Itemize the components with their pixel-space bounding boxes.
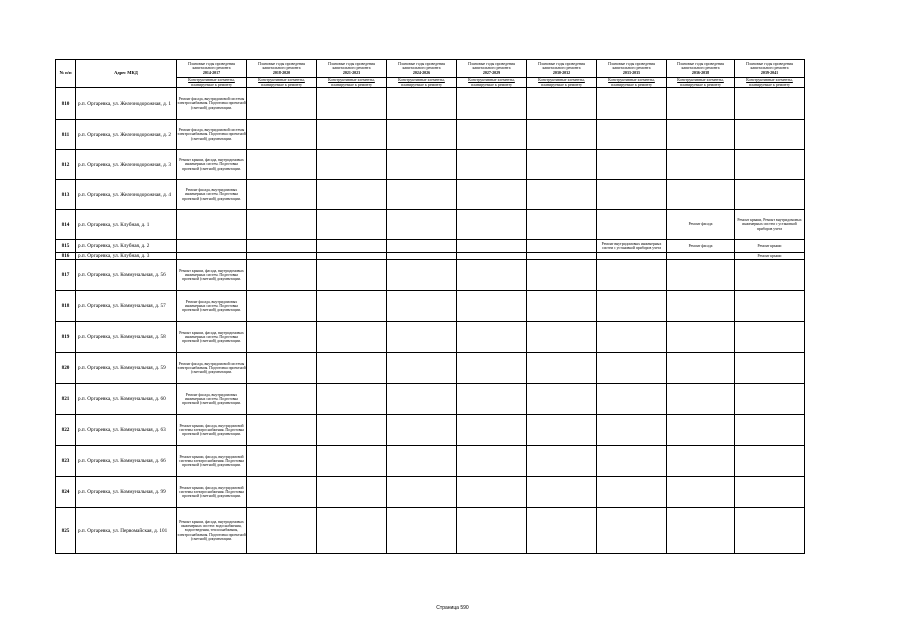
repair-cell [457,120,527,150]
repair-cell [247,477,317,508]
capital-repair-table [55,59,805,554]
period-header-line1: Плановые годы проведения [468,60,515,66]
repair-cell: Ремонт фасада [667,210,735,240]
repair-cell [387,384,457,415]
repair-cell [735,477,805,508]
repair-cell [387,477,457,508]
period-header [597,60,667,78]
repair-cell [457,322,527,353]
period-subheader: Конструктивные элементы, планируемые к ремонту [457,78,527,88]
repair-cell [597,253,667,260]
row-number: 815 [56,240,76,253]
repair-cell [387,353,457,384]
repair-cell [457,446,527,477]
repair-cell [597,291,667,322]
period-header-years: 2036-2038 [691,69,710,75]
row-number: 823 [56,446,76,477]
repair-cell [527,291,597,322]
repair-cell: Ремонт крыши, фасада, внутридомовых инженерных систем. Подготовка проектной (сметной) документации. [177,322,247,353]
repair-cell [597,150,667,180]
row-number: 819 [56,322,76,353]
row-address: р.п. Оргаревка, ул. Железнодорожная, д. 2 [76,120,177,150]
repair-cell [317,120,387,150]
repair-cell [667,253,735,260]
table-row [56,353,805,384]
repair-cell [247,508,317,554]
row-address: р.п. Оргаревка, ул. Коммунальная, д. 66 [76,446,177,477]
period-header [247,60,317,78]
repair-cell [317,353,387,384]
repair-cell [527,260,597,291]
period-header [317,60,387,78]
repair-cell [527,240,597,253]
repair-cell [247,446,317,477]
repair-cell [387,446,457,477]
repair-cell [457,384,527,415]
repair-cell: Ремонт крыши, Ремонт внутридомовых инженерных систем с установкой приборов учета [735,210,805,240]
repair-cell [247,253,317,260]
page-number: Страница 590 [436,605,469,611]
table-row [56,210,805,240]
repair-cell: Ремонт крыши, фасада, внутридомовой системы электроснабжения. Подготовка проектной (сметной) документации. [177,477,247,508]
row-address: р.п. Оргаревка, ул. Коммунальная, д. 57 [76,291,177,322]
row-address: р.п. Оргаревка, ул. Коммунальная, д. 60 [76,384,177,415]
row-address: р.п. Оргаревка, ул. Коммунальная, д. 58 [76,322,177,353]
repair-cell [387,180,457,210]
repair-cell [247,353,317,384]
period-subheader: Конструктивные элементы, планируемые к ремонту [387,78,457,88]
row-address: р.п. Оргаревка, ул. Коммунальная, д. 56 [76,260,177,291]
repair-cell [527,322,597,353]
table-row [56,446,805,477]
repair-cell [527,150,597,180]
repair-cell [527,508,597,554]
period-subheader: Конструктивные элементы, планируемые к ремонту [247,78,317,88]
repair-cell [597,88,667,120]
address-header: Адрес МКД [76,60,177,88]
row-number: 824 [56,477,76,508]
row-address: р.п. Оргаревка, ул. Коммунальная, д. 99 [76,477,177,508]
repair-cell [667,120,735,150]
repair-cell [247,240,317,253]
repair-cell [317,477,387,508]
repair-cell [247,322,317,353]
repair-cell [735,446,805,477]
repair-cell: Ремонт фасада, внутридомовой системы электроснабжения. Подготовка проектной (сметной) документации. [177,353,247,384]
table-head [56,60,805,88]
repair-cell [457,508,527,554]
repair-cell [527,210,597,240]
repair-cell [317,508,387,554]
repair-cell [597,260,667,291]
repair-cell [457,260,527,291]
repair-cell [667,353,735,384]
period-subheader: Конструктивные элементы, планируемые к ремонту [597,78,667,88]
row-number: 816 [56,253,76,260]
repair-cell: Ремонт крыши, фасада, внутридомовых инженерных систем. Подготовка проектной (сметной) документации. [177,260,247,291]
row-number: 822 [56,415,76,446]
row-number: 817 [56,260,76,291]
repair-cell [177,240,247,253]
repair-cell [597,353,667,384]
row-address: р.п. Оргаревка, ул. Клубная, д. 1 [76,210,177,240]
repair-cell [527,353,597,384]
repair-cell [317,150,387,180]
repair-cell [597,415,667,446]
repair-cell [387,415,457,446]
period-header-years: 2033-2035 [622,69,641,75]
repair-cell: Ремонт фасада, внутридомовой системы электроснабжения. Подготовка проектной (сметной) документации. [177,88,247,120]
repair-cell [387,240,457,253]
repair-cell [735,150,805,180]
table-row [56,508,805,554]
period-header-years: 2030-2032 [552,69,571,75]
period-header-line2: капитального ремонта [332,65,371,71]
row-number: 820 [56,353,76,384]
row-number: 812 [56,150,76,180]
repair-cell [247,150,317,180]
repair-cell [667,508,735,554]
table-row [56,120,805,150]
period-header-line1: Плановые годы проведения [328,60,375,66]
row-number: 811 [56,120,76,150]
repair-cell [317,260,387,291]
repair-cell [597,322,667,353]
period-header [667,60,735,78]
repair-cell [597,384,667,415]
period-header [387,60,457,78]
repair-cell [667,415,735,446]
period-header-years: 2027-2029 [482,69,501,75]
period-header-line1: Плановые годы проведения [188,60,235,66]
period-header-line2: капитального ремонта [262,65,301,71]
row-number: 821 [56,384,76,415]
repair-cell [177,210,247,240]
period-header [177,60,247,78]
row-number: 813 [56,180,76,210]
repair-cell: Ремонт крыши [735,240,805,253]
repair-cell [735,291,805,322]
period-header-years: 2014-2017 [202,69,221,75]
table-row [56,384,805,415]
repair-cell: Ремонт фасада, внутридомовой системы электроснабжения. Подготовка проектной (сметной) документации. [177,120,247,150]
repair-cell [387,508,457,554]
period-subheader: Конструктивные элементы, планируемые к ремонту [735,78,805,88]
period-header-years: 2018-2020 [272,69,291,75]
repair-cell: Ремонт фасада, внутридомовых инженерных систем. Подготовка проектной (сметной) документации. [177,291,247,322]
period-header-line2: капитального ремонта [681,65,720,71]
row-address: р.п. Оргаревка, ул. Железнодорожная, д. 3 [76,150,177,180]
repair-cell: Ремонт фасада [667,240,735,253]
row-address: р.п. Оргаревка, ул. Железнодорожная, д. 4 [76,180,177,210]
repair-cell: Ремонт крыши, фасада, внутридомовых инженерных систем: водоснабжения, водоотведения, теплоснабжения, электроснабжения. Подготовка проектной (сметной) документации. [177,508,247,554]
repair-cell [387,88,457,120]
table-row [56,88,805,120]
row-address: р.п. Оргаревка, ул. Клубная, д. 2 [76,240,177,253]
repair-cell [387,210,457,240]
period-header-years: 2039-2041 [760,69,779,75]
repair-cell [247,88,317,120]
repair-cell [597,120,667,150]
repair-cell [735,88,805,120]
num-header: № п/п [56,60,76,88]
repair-cell: Ремонт крыши [735,253,805,260]
repair-cell [597,477,667,508]
repair-cell [597,508,667,554]
repair-cell [457,415,527,446]
period-subheader: Конструктивные элементы, планируемые к ремонту [667,78,735,88]
repair-cell [527,120,597,150]
repair-cell [735,353,805,384]
repair-cell [597,446,667,477]
repair-cell [177,253,247,260]
period-header-years: 2021-2023 [342,69,361,75]
repair-cell [317,210,387,240]
repair-cell: Ремонт внутридомовых инженерных систем с установкой приборов учета [597,240,667,253]
table-row [56,415,805,446]
repair-cell [317,446,387,477]
repair-cell [457,240,527,253]
repair-cell [247,291,317,322]
row-address: р.п. Оргаревка, ул. Клубная, д. 3 [76,253,177,260]
repair-cell [317,180,387,210]
repair-cell [317,291,387,322]
row-address: р.п. Оргаревка, ул. Коммунальная, д. 59 [76,353,177,384]
period-header-line2: капитального ремонта [472,65,511,71]
repair-cell [667,384,735,415]
repair-cell [317,253,387,260]
table-row [56,322,805,353]
repair-cell [387,120,457,150]
table-row [56,253,805,260]
row-number: 810 [56,88,76,120]
table-row [56,260,805,291]
table-row [56,291,805,322]
document-sheet [55,59,805,554]
period-header-line2: капитального ремонта [750,65,789,71]
repair-cell [735,260,805,291]
repair-cell [667,477,735,508]
repair-cell [735,508,805,554]
repair-cell [247,260,317,291]
period-header-line2: капитального ремонта [402,65,441,71]
repair-cell [527,477,597,508]
repair-cell [457,210,527,240]
repair-cell [457,477,527,508]
period-header-years: 2024-2026 [412,69,431,75]
repair-cell [317,322,387,353]
repair-cell [527,446,597,477]
table-row [56,180,805,210]
repair-cell [247,180,317,210]
period-header-line2: капитального ремонта [542,65,581,71]
repair-cell [667,180,735,210]
repair-cell [317,240,387,253]
row-number: 818 [56,291,76,322]
table-row [56,150,805,180]
period-header [735,60,805,78]
repair-cell [527,253,597,260]
period-header-line1: Плановые годы проведения [677,60,724,66]
repair-cell [527,415,597,446]
period-header-line1: Плановые годы проведения [608,60,655,66]
period-header [457,60,527,78]
repair-cell [457,180,527,210]
period-header-line1: Плановые годы проведения [538,60,585,66]
repair-cell [597,180,667,210]
repair-cell [527,88,597,120]
repair-cell [735,322,805,353]
repair-cell [317,384,387,415]
repair-cell [247,210,317,240]
repair-cell [387,322,457,353]
period-header-line1: Плановые годы проведения [398,60,445,66]
period-subheader: Конструктивные элементы, планируемые к ремонту [177,78,247,88]
repair-cell [667,291,735,322]
repair-cell [387,150,457,180]
repair-cell: Ремонт крыши, фасада, внутридомовой системы электроснабжения. Подготовка проектной (сметной) документации. [177,446,247,477]
period-header-line2: капитального ремонта [192,65,231,71]
repair-cell [527,180,597,210]
row-number: 814 [56,210,76,240]
repair-cell [457,353,527,384]
repair-cell [667,150,735,180]
repair-cell [247,384,317,415]
repair-cell [735,120,805,150]
repair-cell [457,150,527,180]
repair-cell [247,120,317,150]
repair-cell [667,260,735,291]
repair-cell [667,322,735,353]
row-address: р.п. Оргаревка, ул. Первомайская, д. 101 [76,508,177,554]
repair-cell [735,180,805,210]
repair-cell [527,384,597,415]
repair-cell [735,384,805,415]
period-header [527,60,597,78]
row-address: р.п. Оргаревка, ул. Железнодорожная, д. 1 [76,88,177,120]
repair-cell [317,88,387,120]
repair-cell: Ремонт крыши, фасада, внутридомовых инженерных систем. Подготовка проектной (сметной) документации. [177,150,247,180]
period-subheader: Конструктивные элементы, планируемые к ремонту [527,78,597,88]
table-row [56,240,805,253]
repair-cell [387,253,457,260]
period-header-line2: капитального ремонта [612,65,651,71]
repair-cell: Ремонт фасада, внутридомовых инженерных систем. Подготовка проектной (сметной) документации. [177,384,247,415]
repair-cell [597,210,667,240]
table-body [56,88,805,554]
repair-cell: Ремонт фасада, внутридомовых инженерных систем. Подготовка проектной (сметной) документации. [177,180,247,210]
repair-cell [667,88,735,120]
row-address: р.п. Оргаревка, ул. Коммунальная, д. 63 [76,415,177,446]
repair-cell [317,415,387,446]
repair-cell [247,415,317,446]
repair-cell [387,291,457,322]
period-header-line1: Плановые годы проведения [258,60,305,66]
repair-cell [457,253,527,260]
repair-cell [667,446,735,477]
row-number: 825 [56,508,76,554]
repair-cell [457,291,527,322]
repair-cell [387,260,457,291]
repair-cell [457,88,527,120]
repair-cell: Ремонт крыши, фасада, внутридомовой системы электроснабжения. Подготовка проектной (сметной) документации. [177,415,247,446]
period-subheader: Конструктивные элементы, планируемые к ремонту [317,78,387,88]
period-header-line1: Плановые годы проведения [746,60,793,66]
repair-cell [735,415,805,446]
table-row [56,477,805,508]
